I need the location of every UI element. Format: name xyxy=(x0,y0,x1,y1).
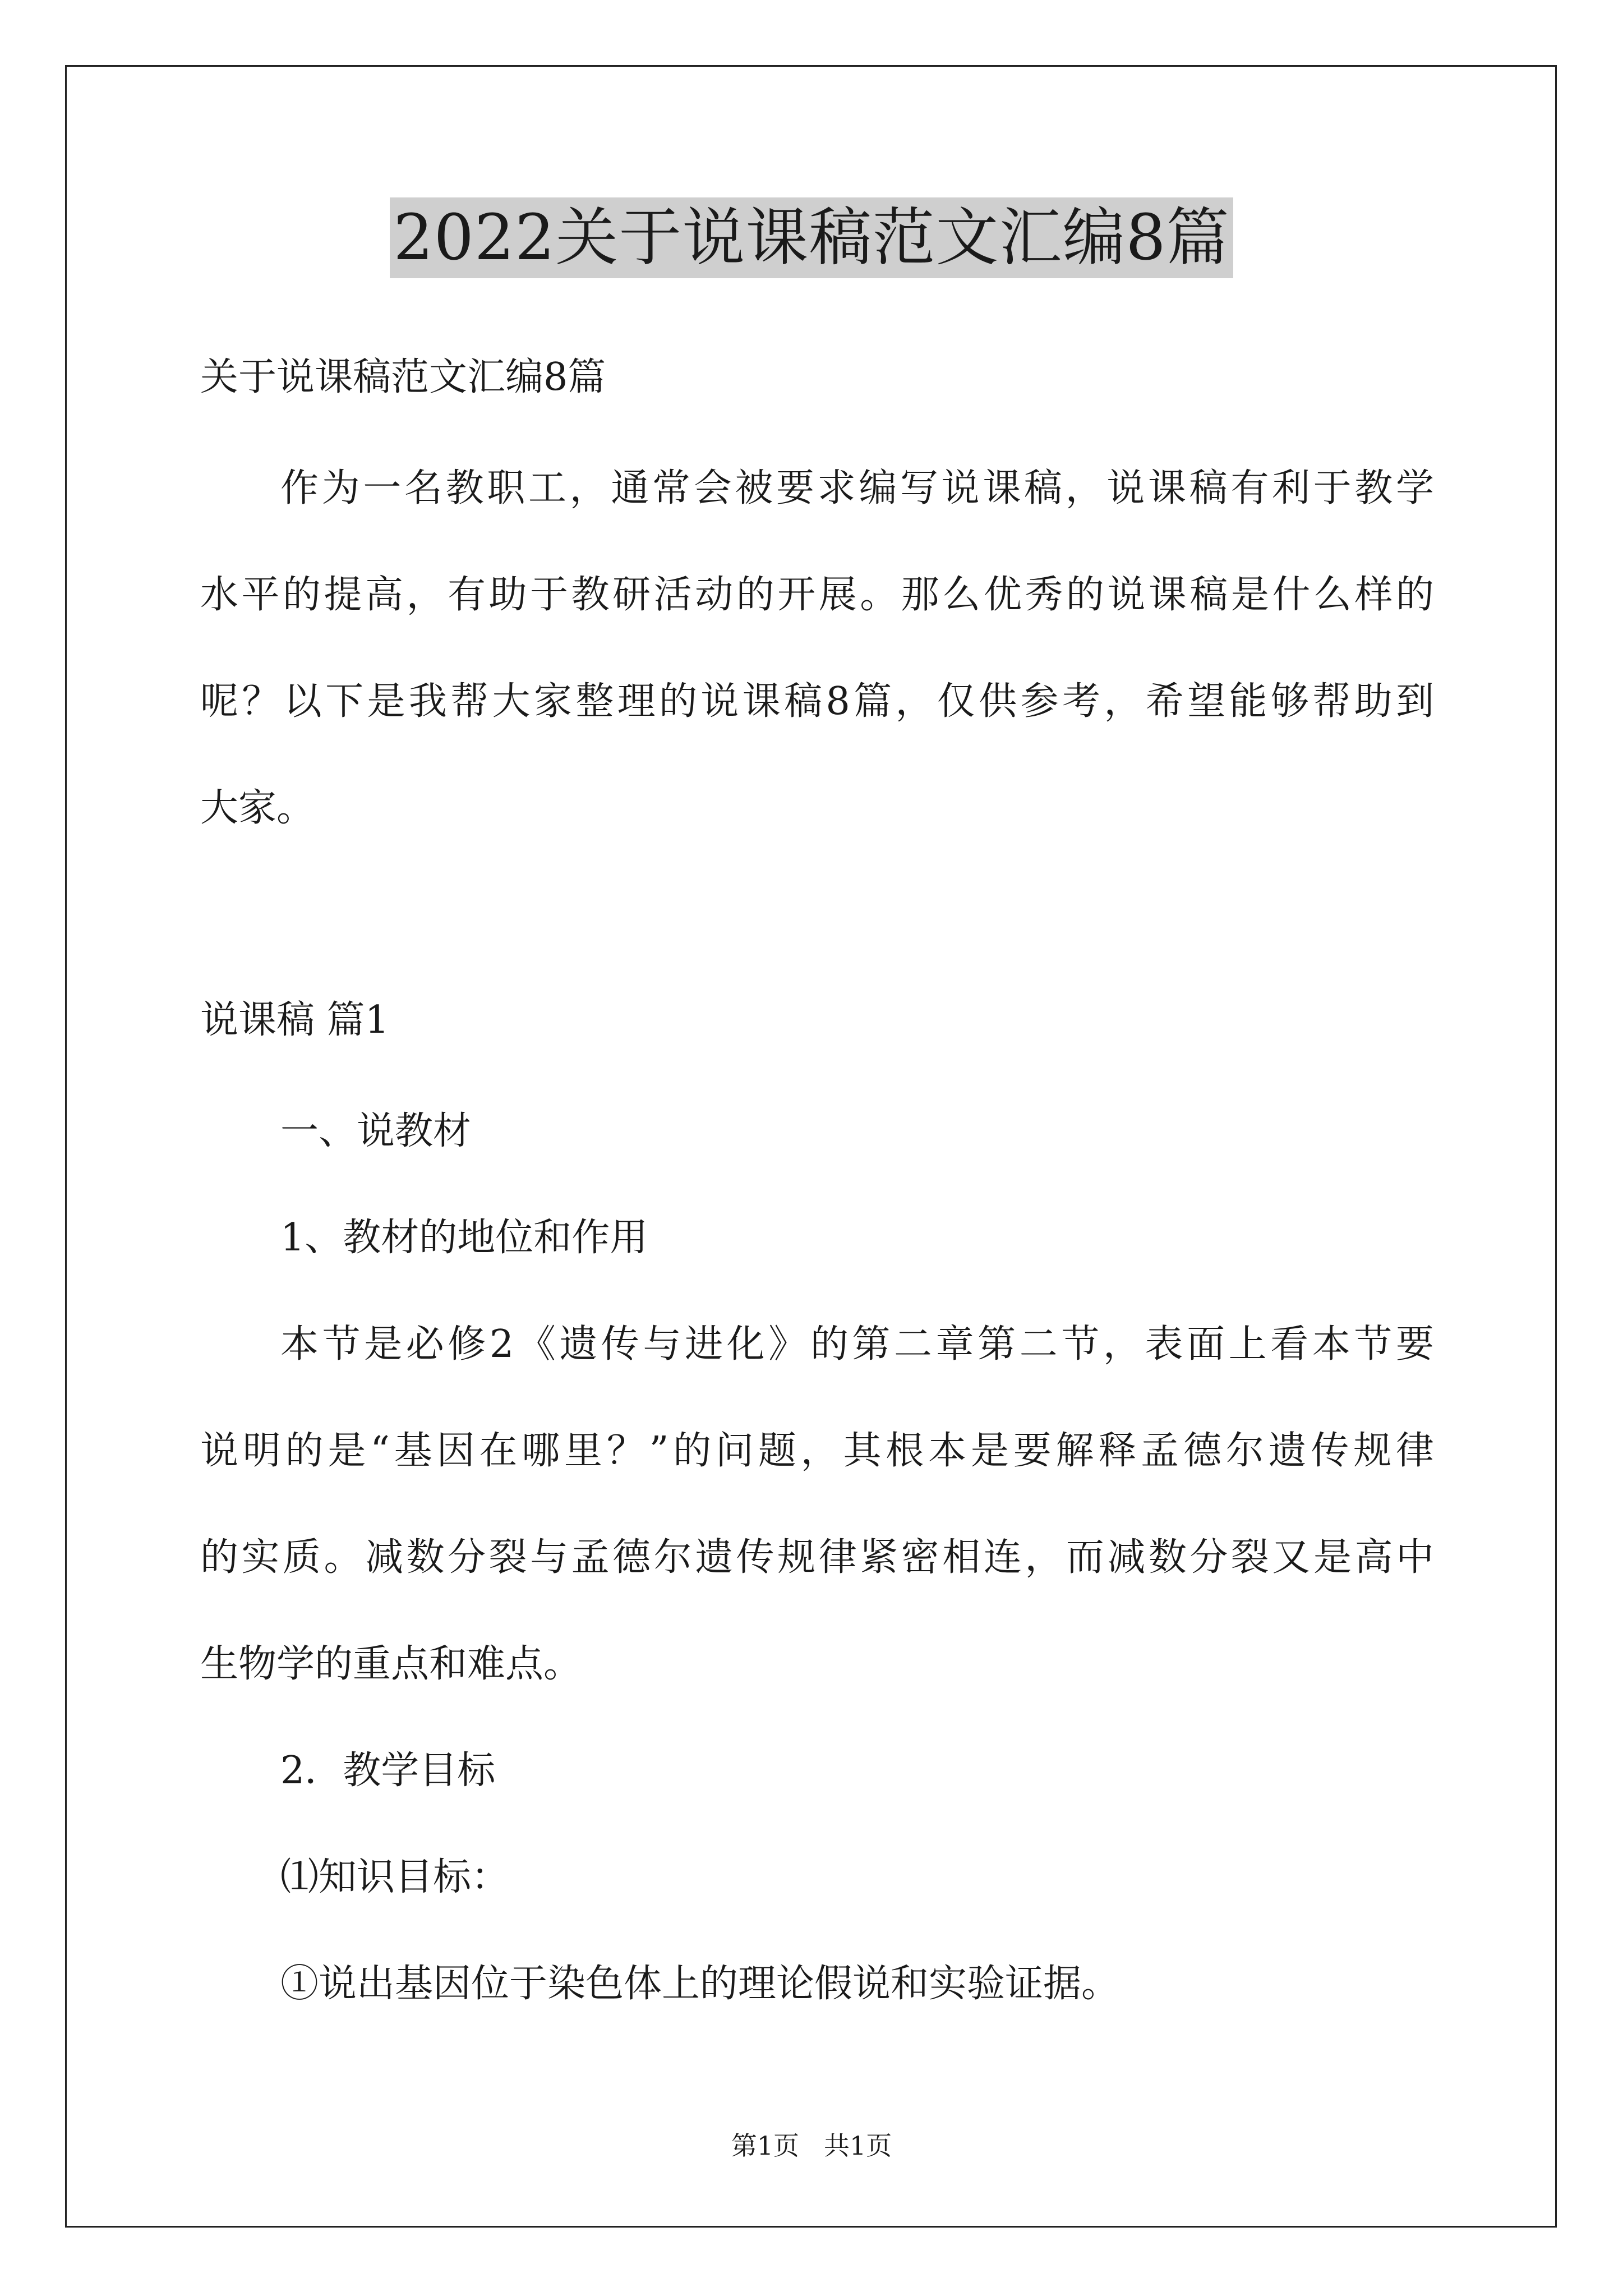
page-total: 共1页 xyxy=(823,2131,892,2161)
intro-line-2: 水平的提高，有助于教研活动的开展。那么优秀的说课稿是什么样的 xyxy=(200,573,1434,617)
section-heading: 说课稿 篇1 xyxy=(200,998,389,1042)
body-line-1: 本节是必修2《遗传与进化》的第二章第二节，表面上看本节要 xyxy=(280,1322,1434,1366)
page-footer xyxy=(0,2129,1623,2162)
sub-heading-position-role: 1、教材的地位和作用 xyxy=(280,1216,648,1260)
page-number: 第1页 xyxy=(731,2131,800,2161)
body-line-3: 的实质。减数分裂与孟德尔遗传规律紧密相连，而减数分裂又是高中 xyxy=(200,1535,1434,1580)
intro-line-4: 大家。 xyxy=(200,786,315,830)
intro-line-3: 呢？以下是我帮大家整理的说课稿8篇，仅供参考，希望能够帮助到 xyxy=(200,679,1434,724)
document-title: 2022关于说课稿范文汇编8篇 xyxy=(390,197,1233,278)
list-item-1: ①说出基因位于染色体上的理论假说和实验证据。 xyxy=(280,1962,1120,2006)
sub-heading-teaching-material: 一、说教材 xyxy=(280,1109,472,1153)
document-subtitle: 关于说课稿范文汇编8篇 xyxy=(200,355,606,399)
body-line-4: 生物学的重点和难点。 xyxy=(200,1642,582,1686)
sub-heading-teaching-goals: 2．教学目标 xyxy=(280,1749,496,1793)
body-line-2: 说明的是“基因在哪里？”的问题，其根本是要解释孟德尔遗传规律 xyxy=(200,1429,1434,1473)
sub-heading-knowledge-goals: ⑴知识目标： xyxy=(280,1855,510,1899)
title-container xyxy=(0,197,1623,278)
intro-line-1: 作为一名教职工，通常会被要求编写说课稿，说课稿有利于教学 xyxy=(280,466,1434,510)
